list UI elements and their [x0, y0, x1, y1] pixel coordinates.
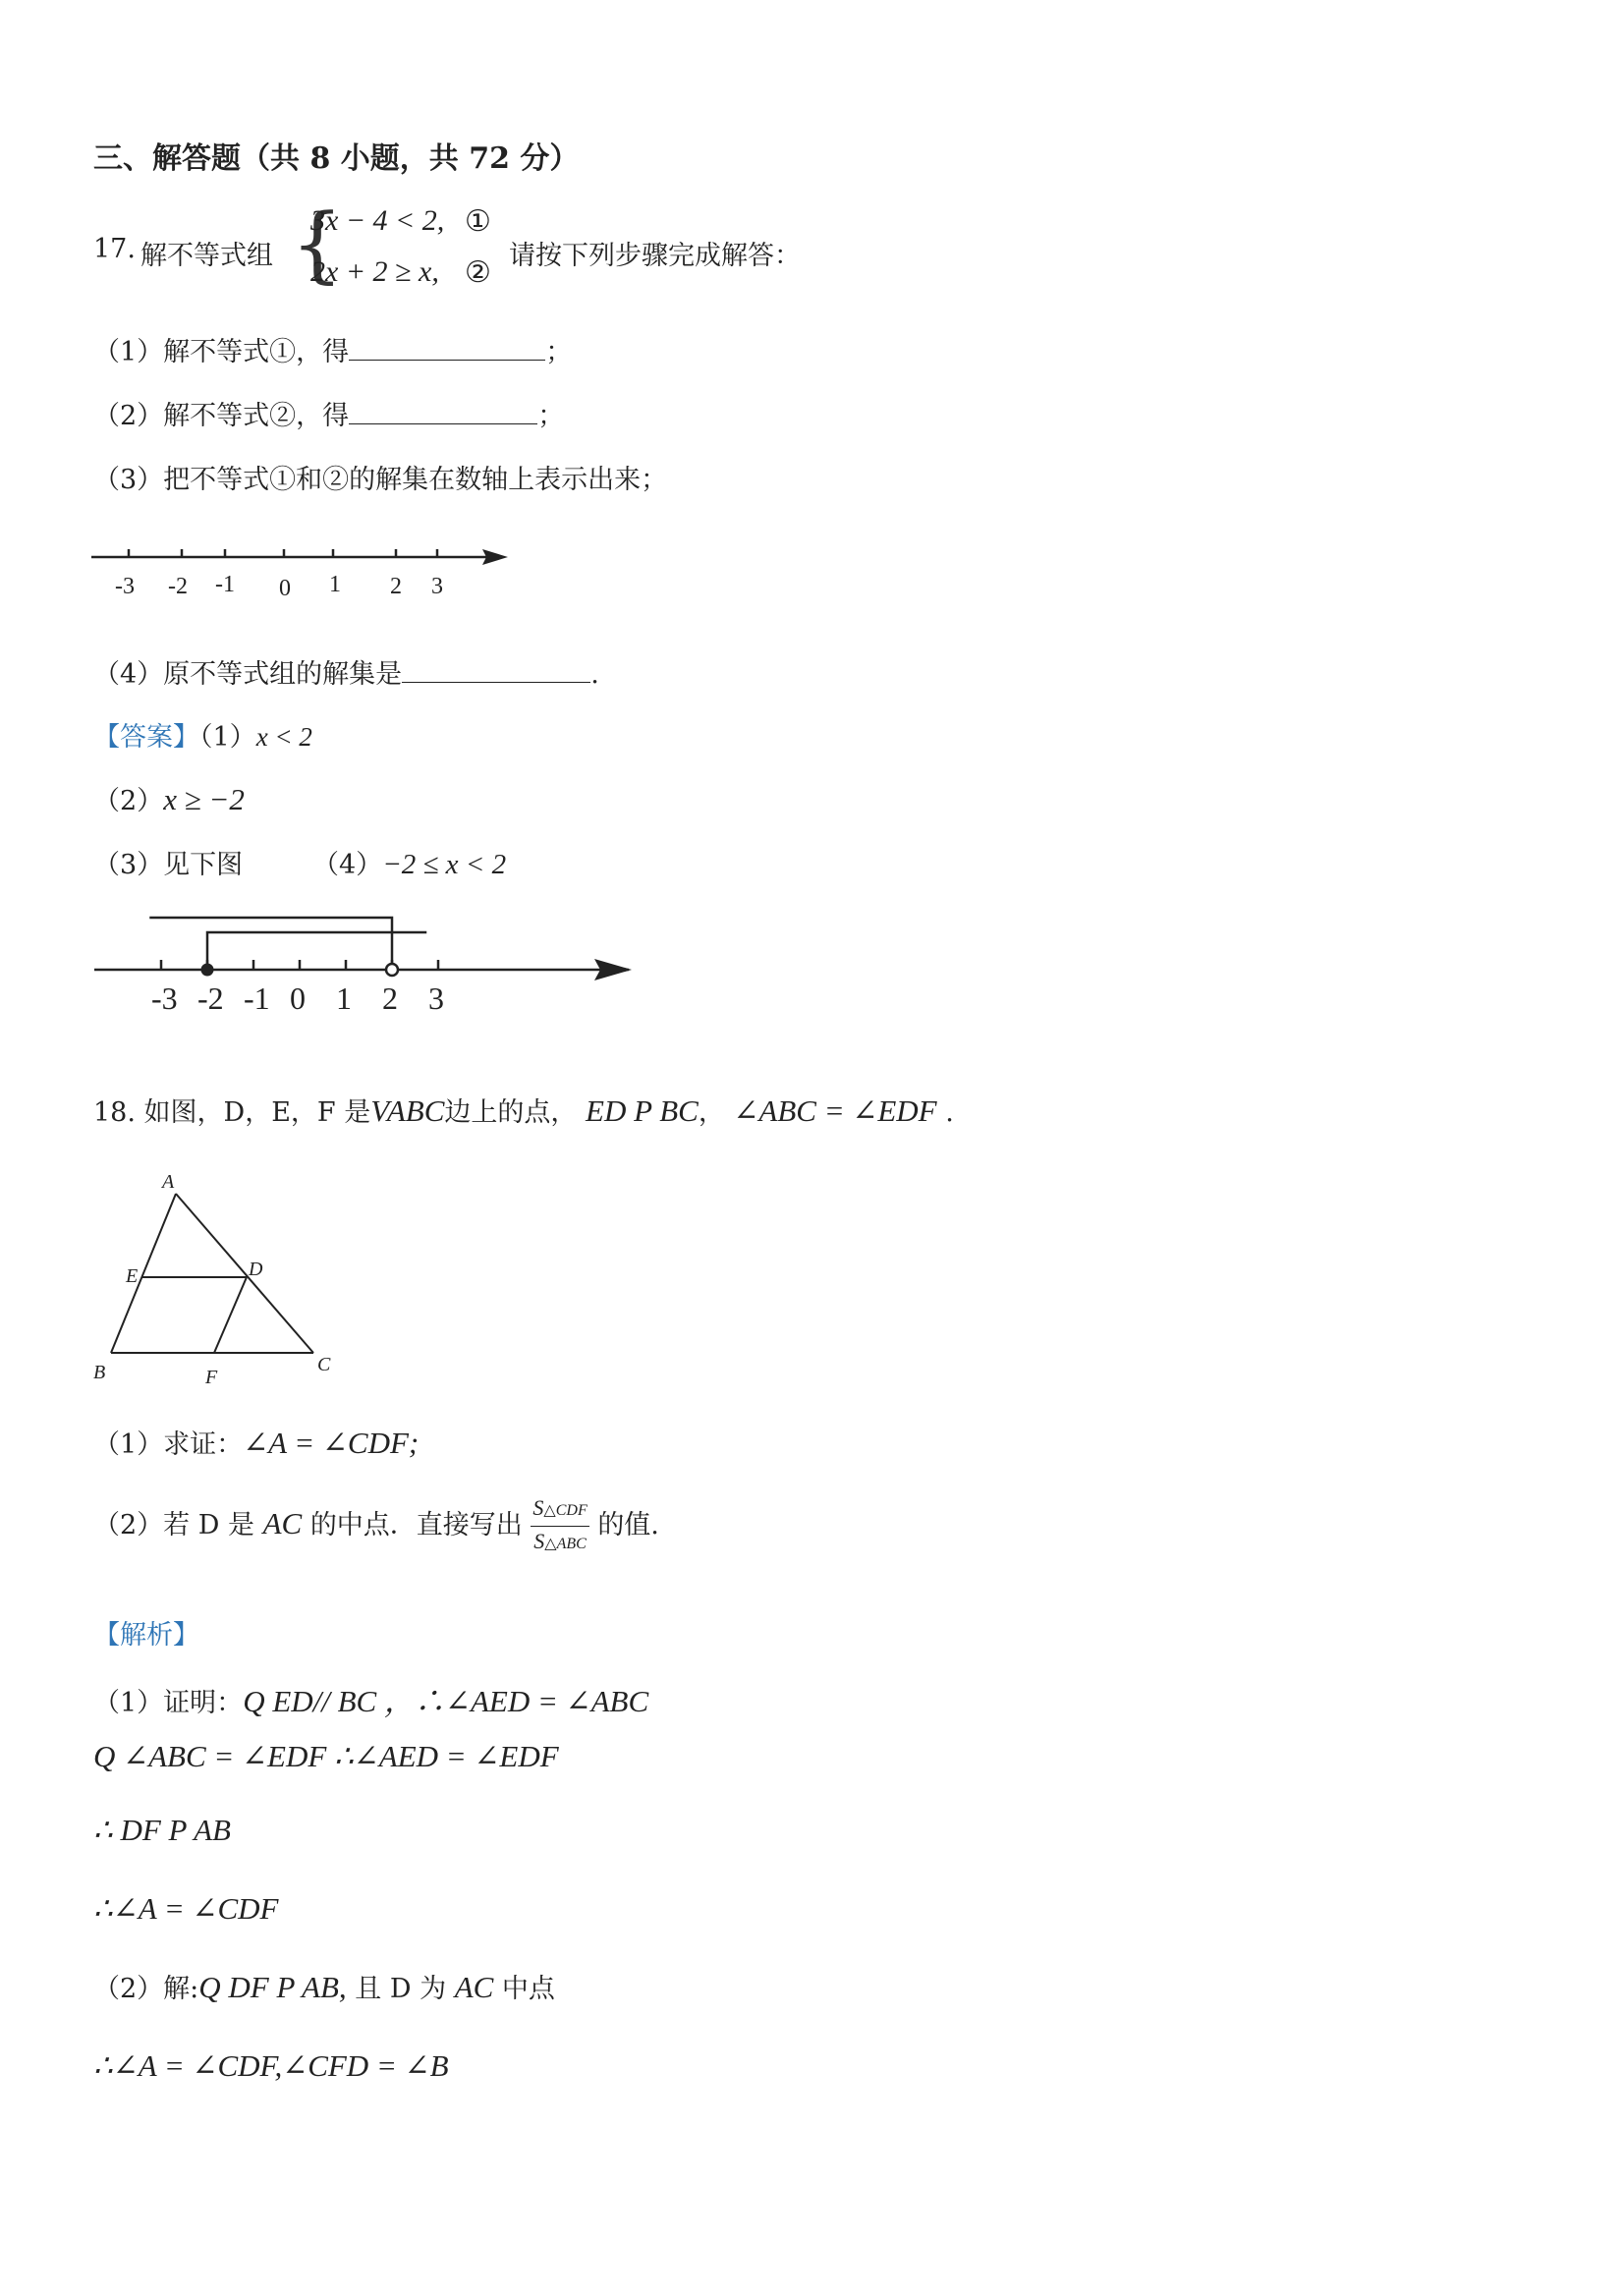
vertex-label-c: C [317, 1354, 331, 1375]
num-s: S [532, 1495, 544, 1520]
vertex-label-d: D [249, 1259, 263, 1280]
answer-1-expr: x < 2 [255, 722, 312, 752]
q18-stem-sep: ， [698, 1097, 725, 1128]
den-sub: △ABC [544, 1536, 587, 1552]
tick-label: 0 [279, 576, 291, 601]
solution-tick-label: 2 [382, 980, 398, 1016]
answer-4-label: （4） [312, 850, 383, 880]
solution-1-prefix: （1）证明： [93, 1688, 244, 1718]
solution-region-upper [149, 918, 392, 970]
q18-stem [93, 1091, 954, 1129]
solution-line-3: ∴ DF P AB [93, 1813, 231, 1847]
q18-part1 [93, 1423, 419, 1461]
q17-answer-3: （3）见下图 [93, 850, 244, 880]
q18-triangle: VABC [370, 1093, 445, 1128]
answer-2-label: （2） [93, 786, 164, 816]
q17-stem-suffix: 请按下列步骤完成解答： [509, 241, 801, 271]
q17-ineq2-mark: ② [465, 255, 491, 290]
q17-answer-2 [93, 779, 245, 817]
solution-5-prefix: （2）解: [93, 1974, 199, 2004]
q18-stem-text: 如图，D，E，F 是 [143, 1097, 371, 1128]
tick-label: -1 [215, 572, 235, 597]
tick-label: -3 [115, 574, 135, 599]
solution-tick-label: -1 [244, 980, 270, 1016]
solution-line-1 [93, 1676, 648, 1720]
q18-triangle-figure [84, 1164, 349, 1395]
q17-part2-end: ； [537, 401, 565, 431]
q18-number: 18. [93, 1097, 136, 1128]
q17-part1 [93, 330, 572, 368]
q18-part2-mid: 的中点．直接写出 [309, 1510, 523, 1540]
tick-label: 1 [329, 572, 341, 597]
q18-part2-end: 的值. [597, 1510, 659, 1540]
solution-tick-label: -2 [197, 980, 224, 1016]
q18-stem-mid: 边上的点， [444, 1097, 578, 1128]
side-ac [176, 1194, 313, 1353]
solution-tick-label: 3 [428, 980, 444, 1016]
q17-part1-end: ； [545, 337, 573, 367]
q17-part4 [93, 652, 599, 691]
q17-stem-prefix: 解不等式组 [140, 241, 273, 271]
solution-line-2: Q ∠ABC = ∠EDF ∴∠AED = ∠EDF [93, 1739, 559, 1773]
tick-label: -2 [168, 574, 188, 599]
q17-number-line [84, 531, 516, 609]
q17-part4-text: （4）原不等式组的解集是 [93, 659, 403, 690]
tick-label: 3 [431, 574, 443, 599]
solution-5-end: 中点 [501, 1974, 555, 2004]
area-ratio-fraction [531, 1493, 588, 1559]
q18-part2-text: （2）若 D 是 [93, 1510, 254, 1540]
q17-ineq2: 2x + 2 ≥ x, [310, 255, 439, 288]
q17-number: 17. [93, 234, 136, 264]
solution-line-6: ∴∠A = ∠CDF,∠CFD = ∠B [93, 2048, 449, 2083]
q18-part1-text: （1）求证： [93, 1429, 244, 1460]
q17-answer-4 [312, 843, 506, 881]
tick-label: 2 [390, 574, 402, 599]
open-endpoint-dot [386, 964, 398, 976]
q18-part1-expr: ∠A = ∠CDF; [243, 1426, 420, 1460]
q17-part1-text: （1）解不等式①，得 [93, 337, 350, 367]
answer-1-label: （1） [199, 722, 256, 753]
solution-line-4: ∴∠A = ∠CDF [93, 1891, 279, 1926]
num-sub: △CDF [543, 1502, 588, 1519]
solution-5-ac: AC [454, 1970, 494, 2004]
q18-stem-end: . [945, 1097, 954, 1128]
q17-ineq1-mark: ① [465, 204, 491, 239]
q17-answer-1 [93, 715, 312, 754]
q18-angle-eq: ∠ABC = ∠EDF [733, 1093, 937, 1128]
vertex-label-f: F [205, 1367, 218, 1388]
q17-part4-end: . [590, 659, 599, 690]
solution-5-expr: Q DF P AB, [198, 1970, 347, 2004]
brace-icon: { [291, 196, 344, 292]
solution-tick-label: -3 [151, 980, 178, 1016]
vertex-label-a: A [162, 1171, 175, 1193]
vertex-label-b: B [93, 1362, 106, 1383]
side-ab [111, 1194, 176, 1353]
analysis-tag: 【解析】 [93, 1620, 199, 1651]
q18-parallel: ED P BC [586, 1093, 699, 1128]
solution-5-mid: 且 D 为 [355, 1974, 447, 2004]
q17-blank-2[interactable] [349, 402, 537, 424]
q18-part2-ac: AC [262, 1506, 303, 1540]
segment-df [214, 1277, 247, 1353]
answer-4-expr: −2 ≤ x < 2 [382, 849, 507, 880]
solution-1-expr: Q ED// BC ，∴∠AED = ∠ABC [243, 1684, 649, 1718]
answer-tag: 【答案】 [93, 722, 199, 753]
den-s: S [533, 1529, 545, 1553]
q17-part2 [93, 394, 564, 432]
q17-blank-4[interactable] [402, 660, 590, 683]
q17-part3: （3）把不等式①和②的解集在数轴上表示出来； [93, 465, 668, 495]
fraction-numerator [531, 1493, 588, 1527]
q17-blank-1[interactable] [349, 338, 545, 361]
fraction-denominator [531, 1527, 588, 1559]
vertex-label-e: E [126, 1265, 139, 1287]
q17-ineq1: 3x − 4 < 2, [310, 204, 445, 237]
solution-tick-label: 0 [290, 980, 306, 1016]
closed-endpoint-dot [201, 964, 214, 977]
q18-part2 [93, 1493, 659, 1559]
answer-2-expr: x ≥ −2 [163, 782, 245, 816]
solution-tick-label: 1 [336, 980, 352, 1016]
q17-part2-text: （2）解不等式②，得 [93, 401, 350, 431]
solution-line-5 [93, 1967, 555, 2005]
q17-solution-number-line [84, 899, 644, 1027]
section-title: 三、解答题（共 8 小题，共 72 分） [93, 141, 580, 176]
